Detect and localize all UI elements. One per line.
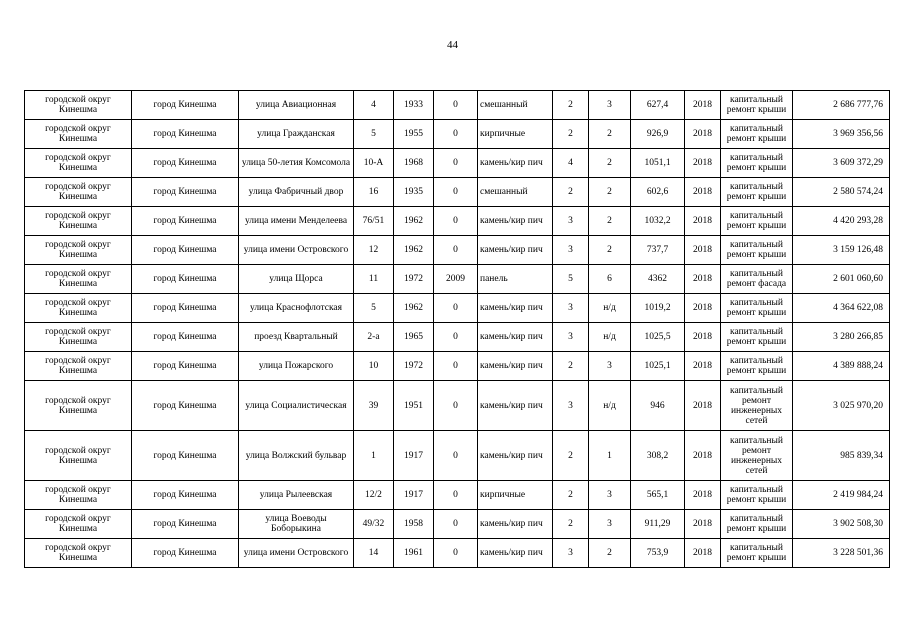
- street-cell: улица Авиационная: [239, 91, 354, 120]
- plan-year-cell: 2018: [685, 510, 721, 539]
- table-row: [25, 539, 890, 568]
- locality-cell: город Кинешма: [132, 178, 239, 207]
- cost-cell: 3 280 266,85: [793, 323, 890, 352]
- street-cell: улица Щорса: [239, 265, 354, 294]
- plan-year-cell: 2018: [685, 236, 721, 265]
- year-repair-cell: 0: [434, 481, 478, 510]
- table-row: [25, 120, 890, 149]
- cost-cell: 3 159 126,48: [793, 236, 890, 265]
- entrances-cell: 3: [589, 481, 631, 510]
- area-cell: 1025,5: [631, 323, 685, 352]
- house-number-cell: 76/51: [354, 207, 394, 236]
- plan-year-cell: 2018: [685, 381, 721, 431]
- entrances-cell: 2: [589, 236, 631, 265]
- floors-cell: 2: [553, 352, 589, 381]
- table-row: [25, 510, 890, 539]
- locality-cell: город Кинешма: [132, 323, 239, 352]
- work-type-cell: капитальный ремонт крыши: [721, 178, 793, 207]
- district-cell: городской округ Кинешма: [25, 323, 132, 352]
- district-cell: городской округ Кинешма: [25, 178, 132, 207]
- floors-cell: 4: [553, 149, 589, 178]
- floors-cell: 3: [553, 539, 589, 568]
- work-type-cell: капитальный ремонт крыши: [721, 207, 793, 236]
- floors-cell: 2: [553, 510, 589, 539]
- year-built-cell: 1968: [394, 149, 434, 178]
- entrances-cell: н/д: [589, 294, 631, 323]
- cost-cell: 3 609 372,29: [793, 149, 890, 178]
- work-type-cell: капитальный ремонт крыши: [721, 120, 793, 149]
- plan-year-cell: 2018: [685, 539, 721, 568]
- plan-year-cell: 2018: [685, 265, 721, 294]
- house-number-cell: 11: [354, 265, 394, 294]
- page-number: 44: [447, 39, 458, 51]
- year-repair-cell: 0: [434, 120, 478, 149]
- street-cell: проезд Квартальный: [239, 323, 354, 352]
- wall-material-cell: камень/кир пич: [478, 539, 553, 568]
- wall-material-cell: камень/кир пич: [478, 207, 553, 236]
- year-built-cell: 1933: [394, 91, 434, 120]
- cost-cell: 3 228 501,36: [793, 539, 890, 568]
- district-cell: городской округ Кинешма: [25, 539, 132, 568]
- year-built-cell: 1962: [394, 294, 434, 323]
- year-built-cell: 1955: [394, 120, 434, 149]
- wall-material-cell: камень/кир пич: [478, 431, 553, 481]
- table-row: [25, 352, 890, 381]
- year-repair-cell: 0: [434, 352, 478, 381]
- locality-cell: город Кинешма: [132, 265, 239, 294]
- entrances-cell: 3: [589, 510, 631, 539]
- locality-cell: город Кинешма: [132, 207, 239, 236]
- cost-cell: 2 580 574,24: [793, 178, 890, 207]
- wall-material-cell: панель: [478, 265, 553, 294]
- work-type-cell: капитальный ремонт крыши: [721, 481, 793, 510]
- area-cell: 926,9: [631, 120, 685, 149]
- house-number-cell: 4: [354, 91, 394, 120]
- area-cell: 911,29: [631, 510, 685, 539]
- street-cell: улица 50-летия Комсомола: [239, 149, 354, 178]
- year-built-cell: 1972: [394, 352, 434, 381]
- year-repair-cell: 0: [434, 149, 478, 178]
- work-type-cell: капитальный ремонт крыши: [721, 236, 793, 265]
- work-type-cell: капитальный ремонт крыши: [721, 323, 793, 352]
- table-row: [25, 207, 890, 236]
- year-built-cell: 1961: [394, 539, 434, 568]
- floors-cell: 2: [553, 120, 589, 149]
- work-type-cell: капитальный ремонт фасада: [721, 265, 793, 294]
- floors-cell: 2: [553, 91, 589, 120]
- floors-cell: 5: [553, 265, 589, 294]
- cost-cell: 2 419 984,24: [793, 481, 890, 510]
- area-cell: 602,6: [631, 178, 685, 207]
- house-number-cell: 12: [354, 236, 394, 265]
- housing-repair-table: [24, 90, 890, 568]
- year-built-cell: 1962: [394, 236, 434, 265]
- district-cell: городской округ Кинешма: [25, 294, 132, 323]
- entrances-cell: н/д: [589, 381, 631, 431]
- floors-cell: 3: [553, 236, 589, 265]
- house-number-cell: 39: [354, 381, 394, 431]
- cost-cell: 4 364 622,08: [793, 294, 890, 323]
- locality-cell: город Кинешма: [132, 352, 239, 381]
- year-repair-cell: 0: [434, 381, 478, 431]
- area-cell: 753,9: [631, 539, 685, 568]
- area-cell: 4362: [631, 265, 685, 294]
- locality-cell: город Кинешма: [132, 236, 239, 265]
- year-repair-cell: 0: [434, 510, 478, 539]
- street-cell: улица Фабричный двор: [239, 178, 354, 207]
- wall-material-cell: смешанный: [478, 91, 553, 120]
- work-type-cell: капитальный ремонт крыши: [721, 539, 793, 568]
- street-cell: улица Волжский бульвар: [239, 431, 354, 481]
- table-row: [25, 91, 890, 120]
- plan-year-cell: 2018: [685, 431, 721, 481]
- district-cell: городской округ Кинешма: [25, 236, 132, 265]
- street-cell: улица имени Островского: [239, 539, 354, 568]
- wall-material-cell: камень/кир пич: [478, 149, 553, 178]
- area-cell: 1032,2: [631, 207, 685, 236]
- plan-year-cell: 2018: [685, 178, 721, 207]
- street-cell: улица Краснофлотская: [239, 294, 354, 323]
- floors-cell: 3: [553, 381, 589, 431]
- house-number-cell: 49/32: [354, 510, 394, 539]
- wall-material-cell: камень/кир пич: [478, 352, 553, 381]
- locality-cell: город Кинешма: [132, 149, 239, 178]
- plan-year-cell: 2018: [685, 120, 721, 149]
- street-cell: улица имени Менделеева: [239, 207, 354, 236]
- entrances-cell: 1: [589, 431, 631, 481]
- district-cell: городской округ Кинешма: [25, 381, 132, 431]
- area-cell: 1019,2: [631, 294, 685, 323]
- locality-cell: город Кинешма: [132, 481, 239, 510]
- district-cell: городской округ Кинешма: [25, 481, 132, 510]
- area-cell: 946: [631, 381, 685, 431]
- locality-cell: город Кинешма: [132, 120, 239, 149]
- year-built-cell: 1935: [394, 178, 434, 207]
- floors-cell: 2: [553, 481, 589, 510]
- entrances-cell: н/д: [589, 323, 631, 352]
- table-row: [25, 431, 890, 481]
- cost-cell: 2 686 777,76: [793, 91, 890, 120]
- year-repair-cell: 0: [434, 431, 478, 481]
- plan-year-cell: 2018: [685, 481, 721, 510]
- area-cell: 308,2: [631, 431, 685, 481]
- locality-cell: город Кинешма: [132, 510, 239, 539]
- street-cell: улица Пожарского: [239, 352, 354, 381]
- street-cell: улица Гражданская: [239, 120, 354, 149]
- floors-cell: 3: [553, 207, 589, 236]
- plan-year-cell: 2018: [685, 91, 721, 120]
- house-number-cell: 2-а: [354, 323, 394, 352]
- year-built-cell: 1958: [394, 510, 434, 539]
- work-type-cell: капитальный ремонт инженерных сетей: [721, 431, 793, 481]
- table-row: [25, 381, 890, 431]
- wall-material-cell: камень/кир пич: [478, 510, 553, 539]
- floors-cell: 2: [553, 431, 589, 481]
- house-number-cell: 12/2: [354, 481, 394, 510]
- area-cell: 1051,1: [631, 149, 685, 178]
- work-type-cell: капитальный ремонт крыши: [721, 510, 793, 539]
- table-row: [25, 149, 890, 178]
- cost-cell: 4 389 888,24: [793, 352, 890, 381]
- year-repair-cell: 0: [434, 91, 478, 120]
- year-built-cell: 1972: [394, 265, 434, 294]
- cost-cell: 4 420 293,28: [793, 207, 890, 236]
- wall-material-cell: кирпичные: [478, 481, 553, 510]
- plan-year-cell: 2018: [685, 207, 721, 236]
- table-row: [25, 265, 890, 294]
- plan-year-cell: 2018: [685, 294, 721, 323]
- house-number-cell: 10: [354, 352, 394, 381]
- area-cell: 627,4: [631, 91, 685, 120]
- wall-material-cell: камень/кир пич: [478, 236, 553, 265]
- area-cell: 565,1: [631, 481, 685, 510]
- work-type-cell: капитальный ремонт инженерных сетей: [721, 381, 793, 431]
- entrances-cell: 2: [589, 539, 631, 568]
- cost-cell: 3 969 356,56: [793, 120, 890, 149]
- year-repair-cell: 0: [434, 323, 478, 352]
- district-cell: городской округ Кинешма: [25, 207, 132, 236]
- work-type-cell: капитальный ремонт крыши: [721, 149, 793, 178]
- district-cell: городской округ Кинешма: [25, 431, 132, 481]
- area-cell: 737,7: [631, 236, 685, 265]
- house-number-cell: 10-А: [354, 149, 394, 178]
- house-number-cell: 16: [354, 178, 394, 207]
- street-cell: улица Социалистическая: [239, 381, 354, 431]
- work-type-cell: капитальный ремонт крыши: [721, 352, 793, 381]
- cost-cell: 2 601 060,60: [793, 265, 890, 294]
- locality-cell: город Кинешма: [132, 294, 239, 323]
- year-built-cell: 1951: [394, 381, 434, 431]
- entrances-cell: 6: [589, 265, 631, 294]
- table-row: [25, 481, 890, 510]
- district-cell: городской округ Кинешма: [25, 91, 132, 120]
- table-body: [25, 91, 890, 568]
- house-number-cell: 5: [354, 294, 394, 323]
- entrances-cell: 2: [589, 120, 631, 149]
- wall-material-cell: смешанный: [478, 178, 553, 207]
- district-cell: городской округ Кинешма: [25, 120, 132, 149]
- year-repair-cell: 0: [434, 236, 478, 265]
- district-cell: городской округ Кинешма: [25, 352, 132, 381]
- work-type-cell: капитальный ремонт крыши: [721, 91, 793, 120]
- cost-cell: 985 839,34: [793, 431, 890, 481]
- year-built-cell: 1917: [394, 481, 434, 510]
- year-repair-cell: 0: [434, 539, 478, 568]
- locality-cell: город Кинешма: [132, 381, 239, 431]
- house-number-cell: 14: [354, 539, 394, 568]
- table-row: [25, 294, 890, 323]
- work-type-cell: капитальный ремонт крыши: [721, 294, 793, 323]
- table-row: [25, 236, 890, 265]
- district-cell: городской округ Кинешма: [25, 265, 132, 294]
- plan-year-cell: 2018: [685, 149, 721, 178]
- floors-cell: 2: [553, 178, 589, 207]
- year-built-cell: 1917: [394, 431, 434, 481]
- plan-year-cell: 2018: [685, 352, 721, 381]
- floors-cell: 3: [553, 323, 589, 352]
- year-built-cell: 1962: [394, 207, 434, 236]
- entrances-cell: 2: [589, 149, 631, 178]
- street-cell: улица имени Островского: [239, 236, 354, 265]
- wall-material-cell: камень/кир пич: [478, 323, 553, 352]
- locality-cell: город Кинешма: [132, 431, 239, 481]
- house-number-cell: 5: [354, 120, 394, 149]
- table-row: [25, 178, 890, 207]
- year-built-cell: 1965: [394, 323, 434, 352]
- year-repair-cell: 2009: [434, 265, 478, 294]
- house-number-cell: 1: [354, 431, 394, 481]
- entrances-cell: 2: [589, 178, 631, 207]
- table-row: [25, 323, 890, 352]
- street-cell: улица Воеводы Боборыкина: [239, 510, 354, 539]
- plan-year-cell: 2018: [685, 323, 721, 352]
- district-cell: городской округ Кинешма: [25, 510, 132, 539]
- locality-cell: город Кинешма: [132, 539, 239, 568]
- locality-cell: город Кинешма: [132, 91, 239, 120]
- entrances-cell: 3: [589, 91, 631, 120]
- wall-material-cell: кирпичные: [478, 120, 553, 149]
- entrances-cell: 3: [589, 352, 631, 381]
- year-repair-cell: 0: [434, 294, 478, 323]
- year-repair-cell: 0: [434, 207, 478, 236]
- cost-cell: 3 025 970,20: [793, 381, 890, 431]
- street-cell: улица Рылеевская: [239, 481, 354, 510]
- cost-cell: 3 902 508,30: [793, 510, 890, 539]
- entrances-cell: 2: [589, 207, 631, 236]
- area-cell: 1025,1: [631, 352, 685, 381]
- floors-cell: 3: [553, 294, 589, 323]
- district-cell: городской округ Кинешма: [25, 149, 132, 178]
- year-repair-cell: 0: [434, 178, 478, 207]
- wall-material-cell: камень/кир пич: [478, 381, 553, 431]
- wall-material-cell: камень/кир пич: [478, 294, 553, 323]
